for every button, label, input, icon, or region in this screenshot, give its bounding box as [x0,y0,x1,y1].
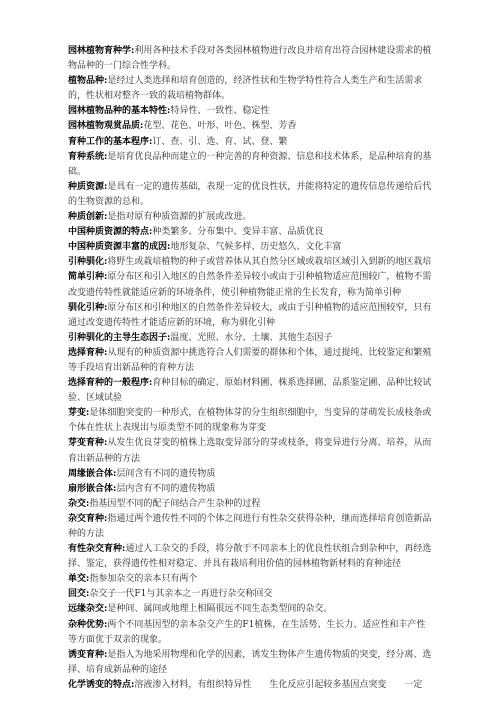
definition-text: 订、查、引、选、育、试、登、繁 [152,136,288,147]
definition-entry [68,240,432,255]
definition-text: 育种目标的确定、原始材料圃、株系选择圃、品系鉴定圃、品种比较试验、区域试验 [68,378,432,404]
term-label: 诱变育种 [68,649,105,660]
term-separator: : [86,574,90,585]
term-separator: : [86,589,90,600]
term-separator: : [104,438,108,449]
term-label: 简单引种 [68,272,105,283]
term-separator: : [167,242,171,253]
definition-text: 花型、花色、叶形、叶色、株型、芳香 [143,121,297,132]
definition-text: 从现有的种质资源中挑选符合人们需要的群体和个体，通过提纯、比较鉴定和繁殖等手段培育出新品种的育种方法 [68,347,432,373]
term-label: 选择育种的一般程序 [68,378,150,389]
definition-entry [68,255,432,270]
definition-text: 是指对原有种质资源的扩展或改进。 [107,212,252,223]
definition-text: 是培育优良品种而建立的一种完善的育种资源、信息和技术体系，是品种培育的基础。 [68,151,432,177]
term-label: 杂交 [68,498,87,509]
definition-text: 杂交子一代F1与其亲本之一再进行杂交称回交 [89,589,273,600]
term-separator: : [140,121,144,132]
definition-entry [68,467,432,482]
definition-entry [68,436,432,466]
term-label: 单交 [68,574,87,585]
definition-entry [68,225,432,240]
definition-text: 将野生或栽培植物的种子或营养体从其自然分区域或栽培区域引入到新的地区栽培 [107,257,432,268]
definition-entry [68,346,432,376]
term-label: 芽变 [68,408,87,419]
definition-entry [68,602,432,617]
term-separator: : [104,604,108,615]
definition-entry [68,497,432,512]
definition-text: 层内含有不同的遗传物质 [116,483,216,494]
definition-entry [68,210,432,225]
term-separator: : [86,498,90,509]
term-separator: : [104,649,108,660]
definition-entry [68,180,432,210]
term-label: 育种系统 [68,151,105,162]
definition-entry [68,587,432,602]
definition-text: 指通过两个遗传性不同的个体之间进行有性杂交获得杂种，继而选择培育创造新品种的方法 [68,513,432,539]
term-label: 驯化引种 [68,302,105,313]
definition-entry [68,648,432,678]
term-label: 园林植物育种学 [68,46,132,56]
term-label: 中国种质资源的特点 [68,227,150,238]
definition-text: 原分布区和引种地区的自然条件差异较大，或由于引种植物的适应范围较窄，只有通过改变遗传特性才能适应新的环境，称为驯化引种 [68,302,432,328]
term-label: 园林植物观赏品质 [68,121,141,132]
term-separator: : [113,468,117,479]
term-label: 育种工作的基本程序 [68,136,150,147]
definition-entry [68,572,432,587]
term-separator: : [104,212,108,223]
definition-entry [68,376,432,406]
term-label: 园林植物品种的基本特性 [68,106,168,117]
term-label: 化学诱变的特点 [68,679,132,690]
definition-entry [68,135,432,150]
definition-text: 利用各种技术手段对各类园林植物进行改良并培育出符合园林建设需求的植物品种的一门综合性学科。 [68,46,432,72]
term-separator: : [104,347,108,358]
definition-entry [68,301,432,331]
definition-entry [68,406,432,436]
term-label: 选择育种 [68,347,105,358]
definition-entry [68,119,432,134]
term-label: 远缘杂交 [68,604,105,615]
definition-entry [68,512,432,542]
definition-text: 层间含有不同的遗传物质 [116,468,216,479]
term-separator: : [104,181,108,192]
definition-entry [68,618,432,648]
term-label: 回交 [68,589,87,600]
term-label: 有性杂交育种 [68,544,123,555]
term-label: 周缘嵌合体 [68,468,114,479]
term-separator: : [104,302,108,313]
definition-text: 温度、光照、水分、土壤、其他生态因子 [170,332,333,343]
definition-entry [68,678,432,693]
definition-text: 两个不同基因型的亲本杂交产生的F1植株，在生活势、生长力、适应性和丰产性等方面优于双亲的现象。 [68,619,426,645]
term-separator: : [104,272,108,283]
definition-text: 是经过人类选择和培育创造的，经济性状和生物学特性符合人类生产和生活需求的，性状相对整齐一致的栽培植物群体。 [68,76,423,102]
term-label: 杂种优势 [68,619,105,630]
term-separator: : [149,378,153,389]
definition-entry [68,542,432,572]
term-separator: : [113,483,117,494]
term-separator: : [104,513,108,524]
term-label: 种质创新 [68,212,105,223]
term-separator: : [104,76,108,87]
definition-entry [68,482,432,497]
term-label: 植物品种 [68,76,105,87]
definition-entry [68,331,432,346]
term-separator: : [149,136,153,147]
term-label: 杂交育种 [68,513,105,524]
definition-text: 地形复杂、气候多样、历史悠久、文化丰富 [170,242,342,253]
term-separator: : [131,46,135,56]
term-label: 扇形嵌合体 [68,483,114,494]
definition-entry [68,104,432,119]
term-label: 引种驯化的主导生态因子 [68,332,168,343]
definition-text: 是体细胞突变的一种形式，在植物体芽的分生组织细胞中，当变异的芽萌发长成枝条或个体在性状上表现出与原类型不同的现象称为芽变 [68,408,432,434]
definition-text: 种类繁多、分布集中、变异丰富、品质优良 [152,227,324,238]
term-separator: : [149,227,153,238]
definition-text: 原分布区和引入地区的自然条件差异较小或由于引种植物适应范围较广，植物不需改变遗传特性就能适应新的环境条件，使引种植物能正常的生长发育，称为简单引种 [68,272,432,298]
definition-entry [68,150,432,180]
definition-text: 是具有一定的遗传基础，表现一定的优良性状，并能将特定的遗传信息传递给后代的生物资源的总和。 [68,181,432,207]
definition-text: 特异性、一致性、稳定性 [170,106,270,117]
term-separator: : [122,544,126,555]
definition-text: 从发生优良芽变的植株上选取变异部分的芽或枝条，将变异进行分离、培养，从而育出新品种的方法 [68,438,432,464]
term-separator: : [104,151,108,162]
definition-text: 溶液渗入材料，有组织特异性 生化反应引起较多基因点突变 一定 [134,679,423,690]
term-separator: : [86,408,90,419]
definition-text: 通过人工杂交的手段，将分散于不同亲本上的优良性状组合到杂种中，再经选择、鉴定，获得遗传性相对稳定、并具有栽培利用价值的园林植物新材料的育种途径 [68,544,432,570]
definition-text: 指参加杂交的亲本只有两个 [89,574,198,585]
definition-text: 是指人为地采用物理和化学的因素，诱发生物体产生遗传物质的突变，经分离、选择、培育成新品种的途径 [68,649,432,675]
term-separator: : [167,106,171,117]
definition-text: 指基因型不同的配子间结合产生杂种的过程 [89,498,261,509]
term-separator: : [104,257,108,268]
term-separator: : [167,332,171,343]
definition-entry [68,44,432,74]
definition-text: 是种间、属间或地理上相隔很远不同生态类型间的杂交。 [107,604,333,615]
definition-entry [68,74,432,104]
definition-entry [68,270,432,300]
term-label: 中国种质资源丰富的成因 [68,242,168,253]
term-separator: : [104,619,108,630]
term-label: 种质资源 [68,181,105,192]
term-label: 引种驯化 [68,257,105,268]
term-separator: : [131,679,135,690]
term-label: 芽变育种 [68,438,105,449]
